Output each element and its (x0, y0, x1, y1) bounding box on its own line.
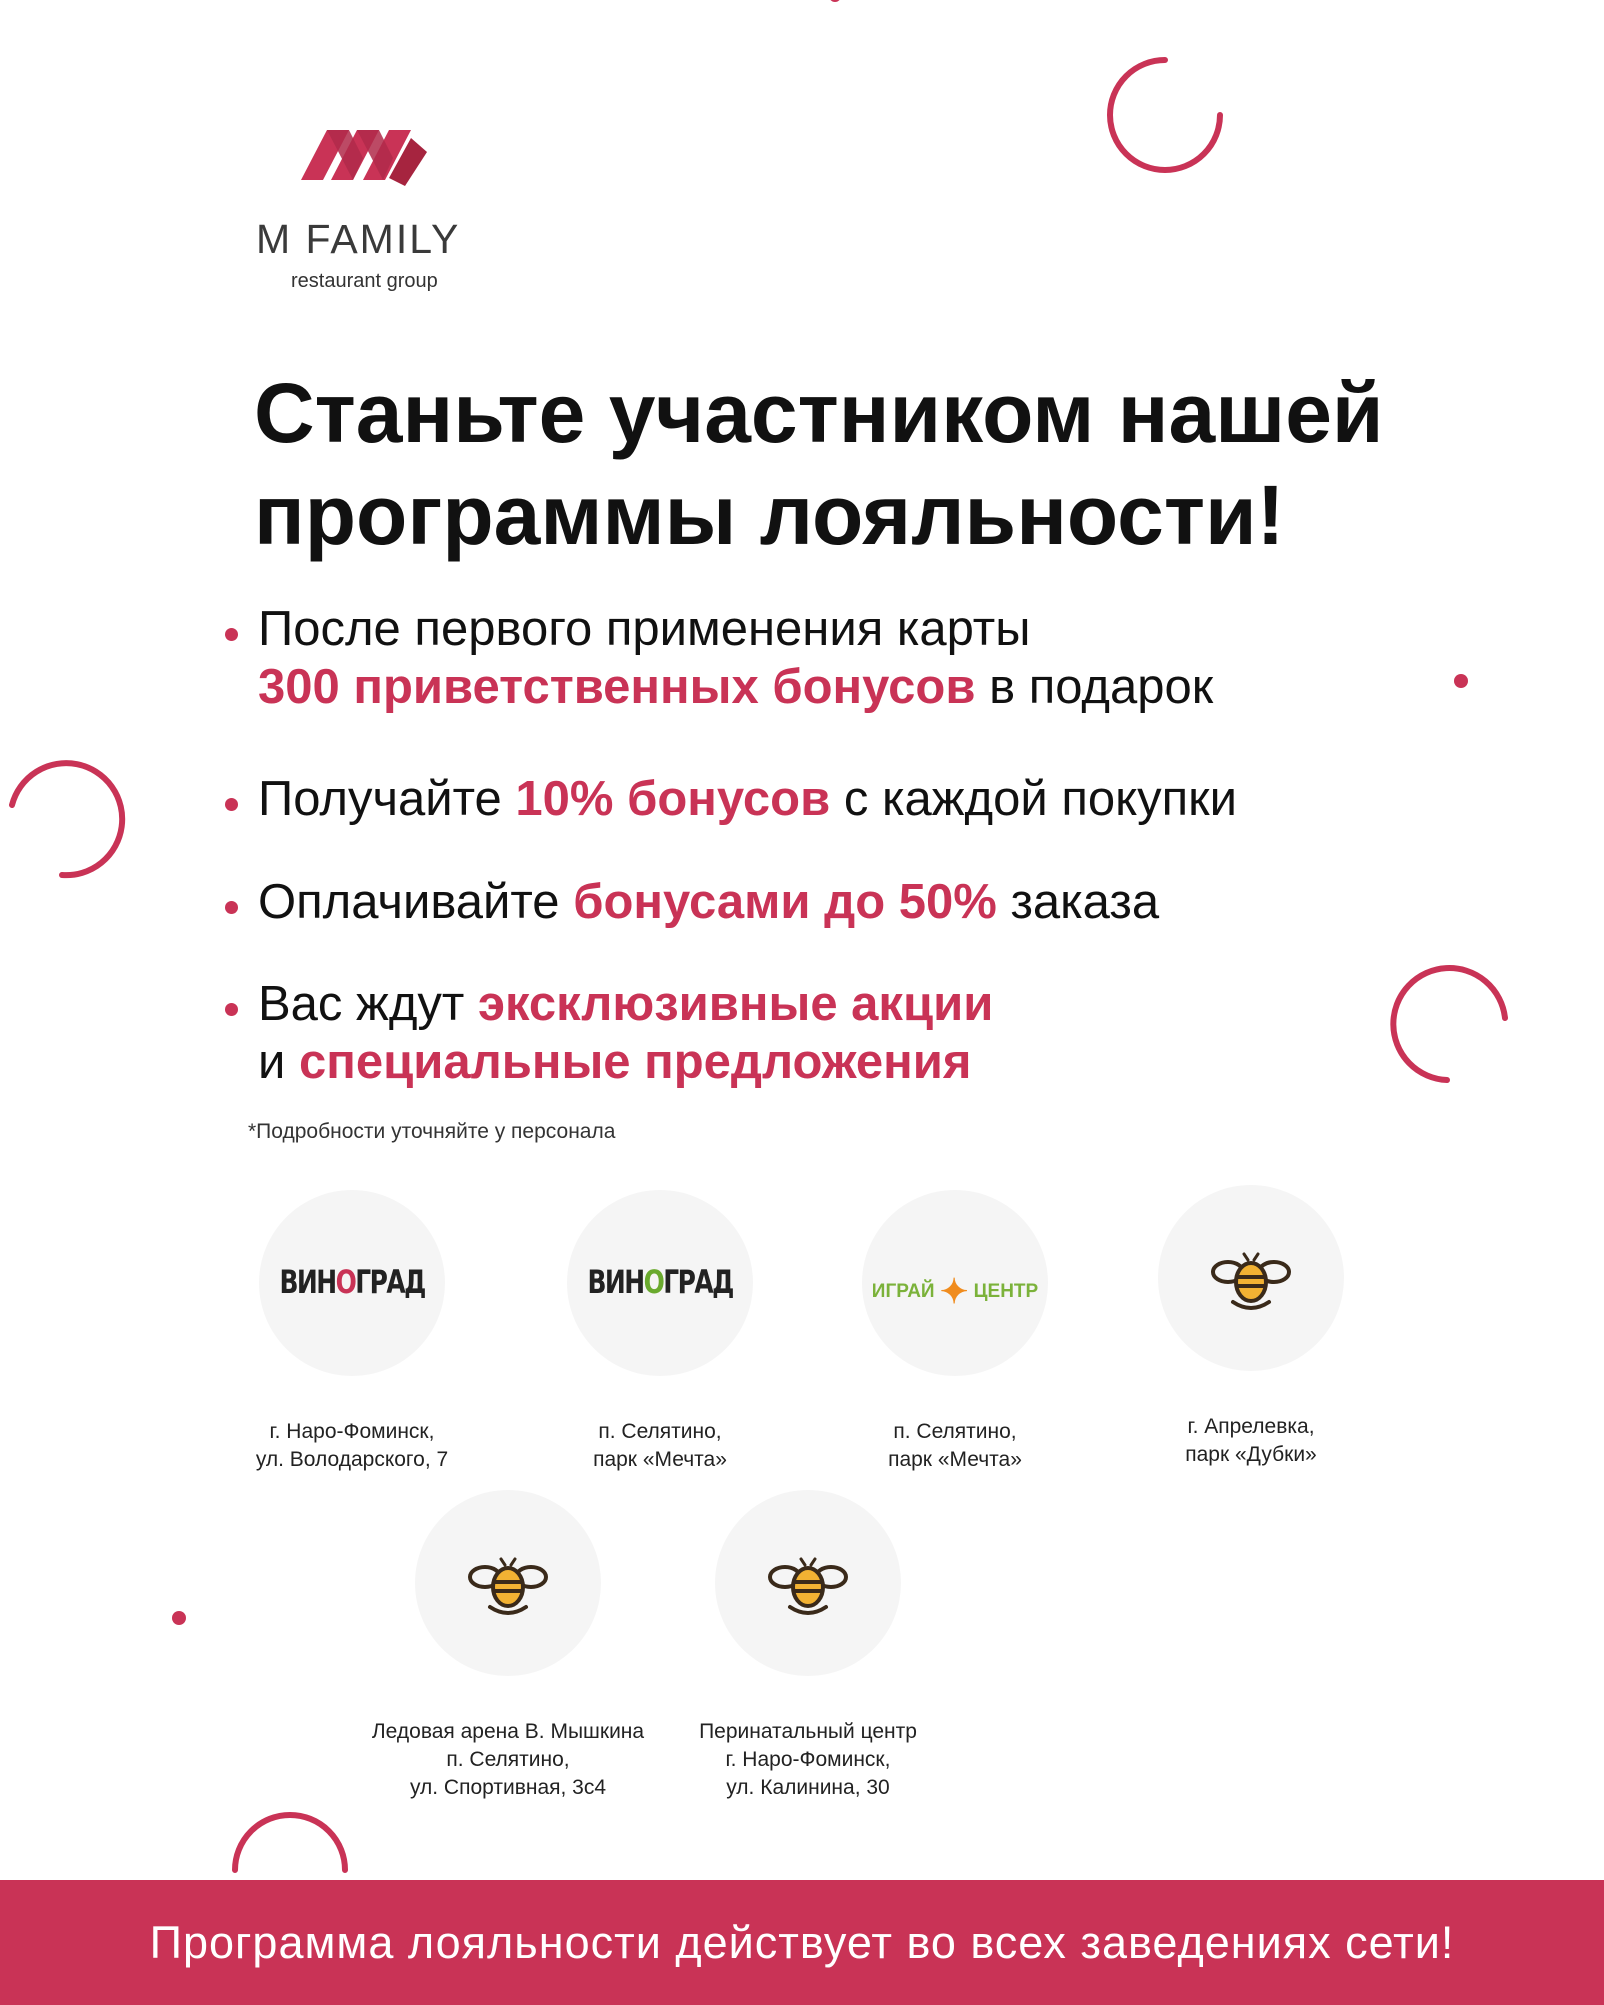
brand-tagline: restaurant group (291, 270, 438, 292)
vinograd-logo: ВИНОГРАД (587, 1263, 733, 1301)
benefit-pay-with-bonus (222, 873, 1159, 931)
venue-logo-circle (567, 1190, 753, 1376)
benefit-3-suffix: заказа (996, 875, 1160, 929)
venue-perinatal-center (648, 1490, 968, 1802)
venue-address: г. Апрелевка, парк «Дубки» (1185, 1415, 1317, 1466)
benefit-1-line-1: После первого применения карты (258, 602, 1031, 656)
benefit-2-suffix: с каждой покупки (830, 772, 1237, 826)
decorative-ring-left (0, 755, 130, 885)
m-family-logo-mark (301, 118, 431, 190)
venue-aprelevka-dubki (1091, 1185, 1411, 1469)
venue-address: г. Наро-Фоминск, ул. Володарского, 7 (255, 1420, 449, 1471)
venue-address: Ледовая арена В. Мышкина п. Селятино, ул. Спортивная, 3с4 (371, 1720, 645, 1799)
decorative-dot-right (1453, 673, 1469, 689)
benefit-welcome-bonus (222, 600, 1213, 716)
benefit-4-highlight-1: эксклюзивные акции (477, 977, 994, 1031)
page-headline (254, 362, 1454, 566)
benefit-1-line-2 (258, 658, 1213, 716)
benefit-4-line-2 (258, 1033, 993, 1091)
venue-address: п. Селятино, парк «Мечта» (888, 1420, 1022, 1471)
benefit-4-prefix-2: и (258, 1035, 299, 1089)
venue-logo-circle (259, 1190, 445, 1376)
venue-logo-circle (415, 1490, 601, 1676)
benefit-4-prefix: Вас ждут (258, 977, 478, 1031)
headline-line-2: программы лояльности! (254, 468, 1285, 562)
venue-address: п. Селятино, парк «Мечта» (593, 1420, 727, 1471)
decorative-ring-top-right (1100, 50, 1230, 180)
decorative-dot-top (828, 0, 842, 4)
benefit-exclusive-offers (222, 975, 993, 1091)
venue-logo-circle (715, 1490, 901, 1676)
benefit-1-suffix: в подарок (975, 660, 1214, 714)
venue-naro-fominsk-volodarskogo (192, 1190, 512, 1474)
benefit-4-highlight-2: специальные предложения (299, 1035, 972, 1089)
footnote: *Подробности уточняйте у персонала (248, 1120, 616, 1143)
bee-icon (1211, 1244, 1291, 1312)
benefit-2-highlight: 10% бонусов (515, 772, 831, 826)
venue-logo-circle (1158, 1185, 1344, 1371)
benefit-1-highlight: 300 приветственных бонусов (258, 660, 976, 714)
benefit-4-line-1 (258, 975, 993, 1033)
venue-selyatino-mechta-vinograd (500, 1190, 820, 1474)
decorative-ring-bottom-left (225, 1775, 355, 1885)
benefit-3-highlight: бонусами до 50% (573, 875, 997, 929)
venue-ice-arena-myshkina (348, 1490, 668, 1802)
vinograd-logo: ВИНОГРАД (279, 1263, 425, 1301)
headline-line-1: Станьте участником нашей (254, 366, 1384, 460)
brand-name: M FAMILY (256, 216, 461, 262)
decorative-ring-right (1385, 960, 1515, 1090)
venue-address: Перинатальный центр г. Наро-Фоминск, ул. Калинина, 30 (699, 1720, 917, 1799)
venue-logo-circle (862, 1190, 1048, 1376)
benefit-cashback (222, 770, 1237, 828)
bee-icon (768, 1549, 848, 1617)
jumping-figure-icon: ✦ (939, 1273, 969, 1311)
bottom-banner (0, 1880, 1604, 2005)
venue-selyatino-mechta-igray (795, 1190, 1115, 1474)
banner-text: Программа лояльности действует во всех заведениях сети! (149, 1916, 1455, 1968)
bee-icon (468, 1549, 548, 1617)
igray-centr-logo: ИГРАЙ ✦ ЦЕНТР (871, 1273, 1039, 1311)
benefit-2-prefix: Получайте (258, 772, 516, 826)
decorative-dot-left (171, 1610, 187, 1626)
benefit-3-prefix: Оплачивайте (258, 875, 574, 929)
